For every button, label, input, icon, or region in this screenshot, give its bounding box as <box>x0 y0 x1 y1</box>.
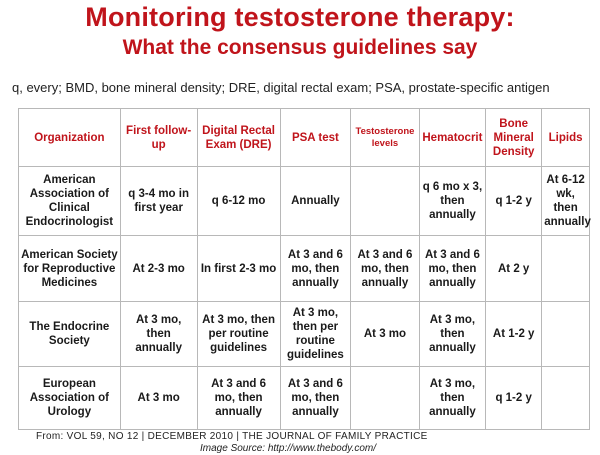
cell-first-follow-up: At 3 mo, then annually <box>120 301 197 366</box>
cell-bmd: q 1-2 y <box>486 167 542 236</box>
cell-hematocrit: At 3 mo, then annually <box>419 366 485 429</box>
cell-testosterone-levels <box>351 366 420 429</box>
cell-organization: American Society for Reproductive Medicines <box>19 236 121 301</box>
header-bmd: Bone Mineral Density <box>486 109 542 167</box>
header-dre: Digital Rectal Exam (DRE) <box>197 109 280 167</box>
cell-testosterone-levels <box>351 167 420 236</box>
cell-lipids <box>542 301 590 366</box>
cell-bmd: q 1-2 y <box>486 366 542 429</box>
cell-hematocrit: At 3 and 6 mo, then annually <box>419 236 485 301</box>
cell-lipids <box>542 366 590 429</box>
header-testosterone-levels: Testosterone levels <box>351 109 420 167</box>
table-row <box>19 366 590 429</box>
header-hematocrit: Hematocrit <box>419 109 485 167</box>
cell-dre: q 6-12 mo <box>197 167 280 236</box>
cell-dre: In first 2-3 mo <box>197 236 280 301</box>
cell-bmd: At 2 y <box>486 236 542 301</box>
cell-organization: European Association of Urology <box>19 366 121 429</box>
abbreviations-note: q, every; BMD, bone mineral density; DRE, digital rectal exam; PSA, prostate-specific antigen <box>12 80 550 95</box>
table-row <box>19 301 590 366</box>
header-psa-test: PSA test <box>280 109 351 167</box>
cell-organization: American Association of Clinical Endocrinologist <box>19 167 121 236</box>
image-source-note: Image Source: http://www.thebody.com/ <box>200 443 377 454</box>
cell-testosterone-levels: At 3 and 6 mo, then annually <box>351 236 420 301</box>
cell-lipids: At 6-12 wk, then annually <box>542 167 590 236</box>
table-row <box>19 236 590 301</box>
cell-first-follow-up: At 3 mo <box>120 366 197 429</box>
cell-first-follow-up: At 2-3 mo <box>120 236 197 301</box>
cell-bmd: At 1-2 y <box>486 301 542 366</box>
cell-psa-test: At 3 and 6 mo, then annually <box>280 366 351 429</box>
cell-lipids <box>542 236 590 301</box>
cell-psa-test: At 3 mo, then per routine guidelines <box>280 301 351 366</box>
page-subtitle: What the consensus guidelines say <box>122 36 478 59</box>
header-first-follow-up: First follow-up <box>120 109 197 167</box>
cell-hematocrit: At 3 mo, then annually <box>419 301 485 366</box>
cell-dre: At 3 mo, then per routine guidelines <box>197 301 280 366</box>
cell-first-follow-up: q 3-4 mo in first year <box>120 167 197 236</box>
cell-psa-test: Annually <box>280 167 351 236</box>
guidelines-table-container <box>18 108 590 430</box>
header-organization: Organization <box>19 109 121 167</box>
cell-testosterone-levels: At 3 mo <box>351 301 420 366</box>
guidelines-table <box>18 108 590 430</box>
cell-psa-test: At 3 and 6 mo, then annually <box>280 236 351 301</box>
cell-dre: At 3 and 6 mo, then annually <box>197 366 280 429</box>
table-row <box>19 167 590 236</box>
table-header-row <box>19 109 590 167</box>
cell-organization: The Endocrine Society <box>19 301 121 366</box>
cell-hematocrit: q 6 mo x 3, then annually <box>419 167 485 236</box>
citation-footer: From: VOL 59, NO 12 | DECEMBER 2010 | THE JOURNAL OF FAMILY PRACTICE <box>36 431 428 442</box>
page-title: Monitoring testosterone therapy: <box>85 2 515 32</box>
header-lipids: Lipids <box>542 109 590 167</box>
